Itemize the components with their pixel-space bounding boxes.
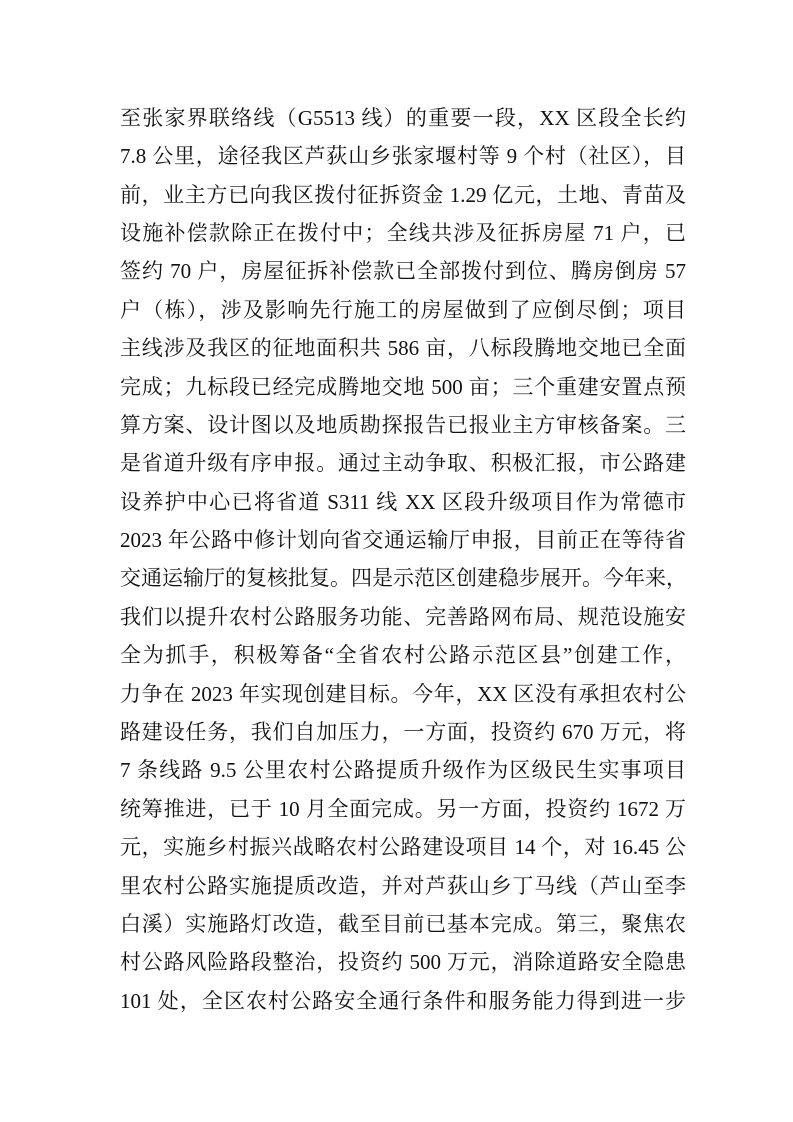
text-line: 元，实施乡村振兴战略农村公路建设项目 14 个，对 16.45 公 xyxy=(120,835,686,860)
text-line: 至张家界联络线（G5513 线）的重要一段，XX 区段全长约 xyxy=(120,105,686,130)
text-line: 村公路风险路段整治，投资约 500 万元，消除道路安全隐患 xyxy=(120,950,686,975)
text-line: 里农村公路实施提质改造，并对芦荻山乡丁马线（芦山至李 xyxy=(120,873,686,898)
text-line: 路建设任务，我们自加压力，一方面，投资约 670 万元，将 xyxy=(120,720,686,745)
text-line: 算方案、设计图以及地质勘探报告已报业主方审核备案。三 xyxy=(120,412,686,437)
text-line: 设施补偿款除正在拨付中；全线共涉及征拆房屋 71 户，已 xyxy=(120,220,686,245)
text-line: 完成；九标段已经完成腾地交地 500 亩；三个重建安置点预 xyxy=(120,374,686,399)
text-line: 我们以提升农村公路服务功能、完善路网布局、规范设施安 xyxy=(120,604,686,629)
text-line: 前，业主方已向我区拨付征拆资金 1.29 亿元，土地、青苗及 xyxy=(120,182,686,207)
text-line: 主线涉及我区的征地面积共 586 亩，八标段腾地交地已全面 xyxy=(120,336,686,361)
text-line: 7.8 公里，途径我区芦荻山乡张家堰村等 9 个村（社区），目 xyxy=(120,144,686,169)
text-line: 101 处，全区农村公路安全通行条件和服务能力得到进一步 xyxy=(120,988,686,1013)
text-line: 力争在 2023 年实现创建目标。今年，XX 区没有承担农村公 xyxy=(120,681,686,706)
text-line: 户（栋），涉及影响先行施工的房屋做到了应倒尽倒；项目 xyxy=(120,297,686,322)
document-body xyxy=(120,99,686,1020)
text-line: 全为抓手，积极筹备“全省农村公路示范区县”创建工作， xyxy=(120,643,686,668)
text-line: 签约 70 户，房屋征拆补偿款已全部拨付到位、腾房倒房 57 xyxy=(120,259,686,284)
text-line: 7 条线路 9.5 公里农村公路提质升级作为区级民生实事项目 xyxy=(120,758,686,783)
text-line: 交通运输厅的复核批复。四是示范区创建稳步展开。今年来， xyxy=(120,566,687,591)
text-line: 统筹推进，已于 10 月全面完成。另一方面，投资约 1672 万 xyxy=(120,796,686,821)
text-line: 设养护中心已将省道 S311 线 XX 区段升级项目作为常德市 xyxy=(120,489,686,514)
text-line: 是省道升级有序申报。通过主动争取、积极汇报，市公路建 xyxy=(120,451,686,476)
text-line: 白溪）实施路灯改造，截至目前已基本完成。第三，聚焦农 xyxy=(120,912,686,936)
text-line: 2023 年公路中修计划向省交通运输厅申报，目前正在等待省 xyxy=(120,528,686,553)
